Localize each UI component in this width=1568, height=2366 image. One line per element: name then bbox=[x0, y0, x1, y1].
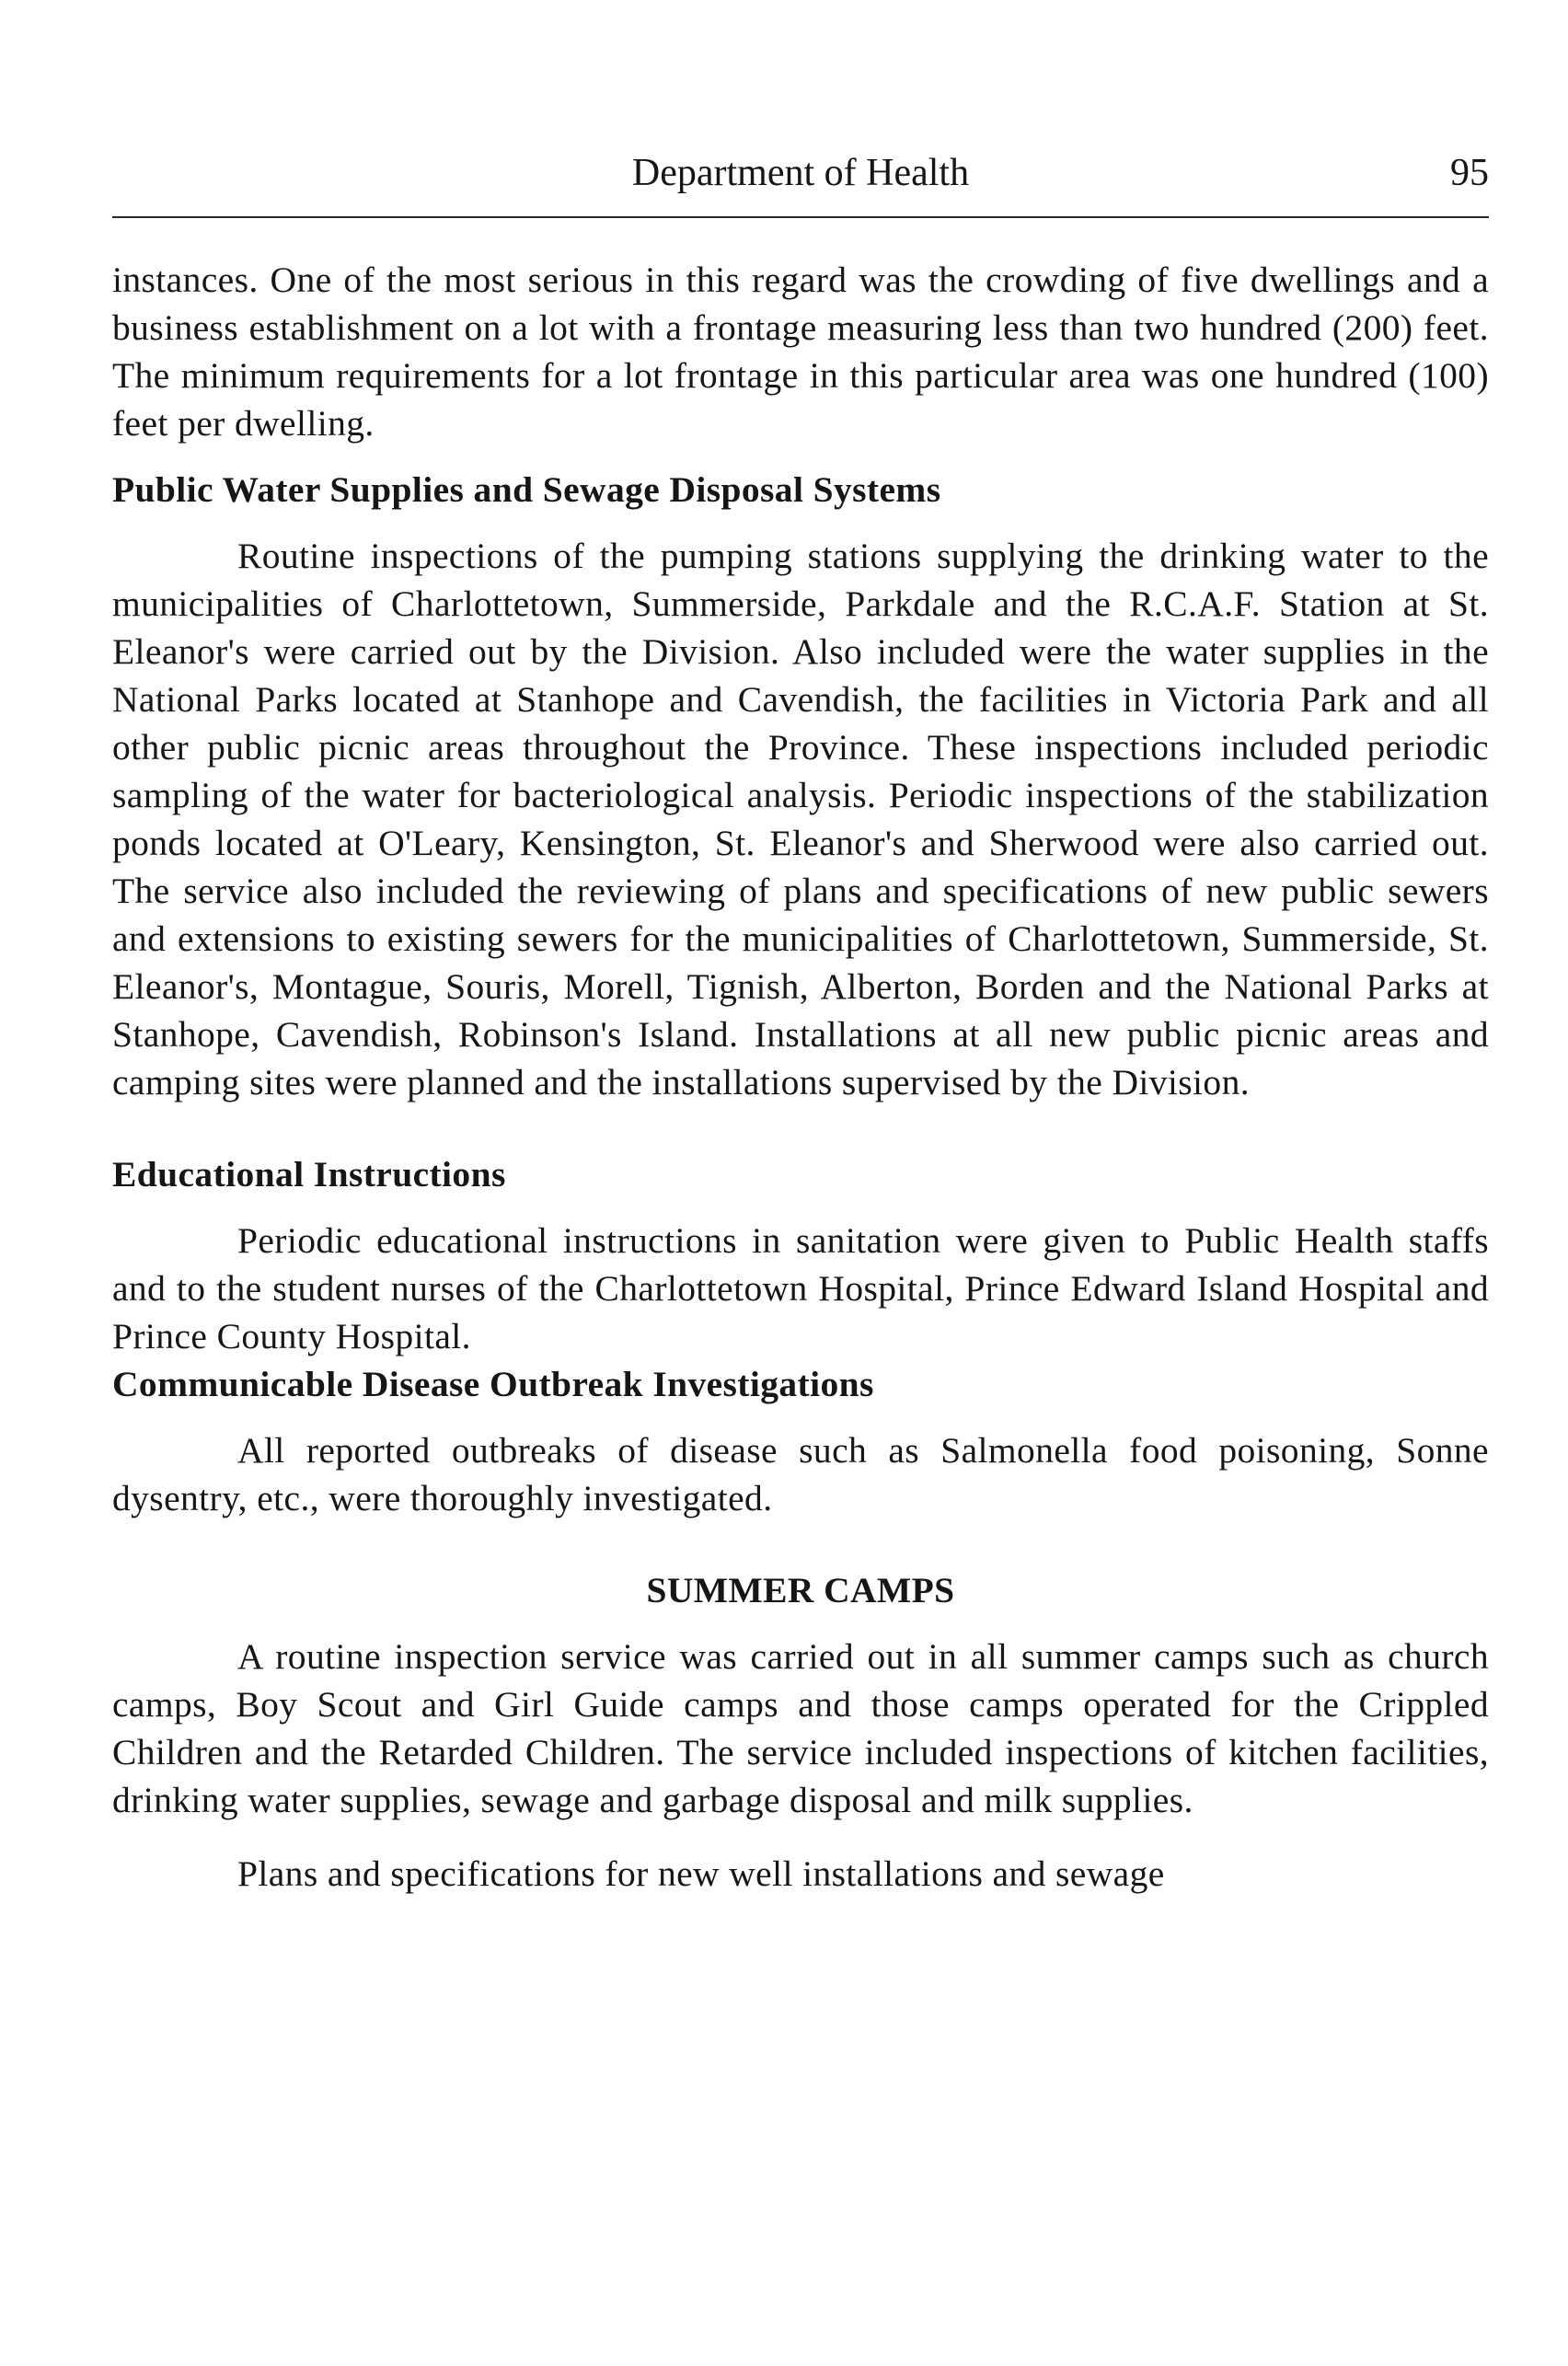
disease-paragraph: All reported outbreaks of disease such as Salmonella food poisoning, Sonne dysentry, etc., were thoroughly investigated. bbox=[112, 1430, 1489, 1518]
page-header bbox=[112, 147, 1489, 202]
intro-paragraph: instances. One of the most serious in this regard was the crowding of five dwellings and a business establishment on a lot with a frontage measuring less than two hundred (200) feet. The minimum requirements for a lot frontage in this particular area was one hundred (100) feet per dwelling. bbox=[112, 260, 1489, 444]
spacer bbox=[112, 1408, 1489, 1426]
plans-paragraph: Plans and specifications for new well installations and sewage bbox=[237, 1853, 1165, 1894]
section-heading-disease: Communicable Disease Outbreak Investigations bbox=[112, 1364, 874, 1404]
page-number: 95 bbox=[1450, 152, 1489, 194]
section-heading-education: Educational Instructions bbox=[112, 1154, 506, 1195]
spacer bbox=[112, 514, 1489, 532]
spacer bbox=[112, 1824, 1489, 1850]
header-rule bbox=[112, 216, 1489, 218]
spacer bbox=[112, 1198, 1489, 1217]
spacer bbox=[112, 1522, 1489, 1566]
section-heading-water: Public Water Supplies and Sewage Disposal Systems bbox=[112, 469, 941, 510]
spacer bbox=[112, 1106, 1489, 1150]
camps-paragraph: A routine inspection service was carried out in all summer camps such as church camps, Boy Scout and Girl Guide camps and those camps operated for the Crippled Children and the Retarded Children. The service included inspections of kitchen facilities, drinking water supplies, sewage and garbage disposal and milk supplies. bbox=[112, 1636, 1489, 1820]
education-paragraph: Periodic educational instructions in sanitation were given to Public Health staffs and to the student nurses of the Charlottetown Hospital, Prince Edward Island Hospital and Prince County Hospital. bbox=[112, 1220, 1489, 1356]
running-title: Department of Health bbox=[631, 152, 970, 194]
section-heading-camps: SUMMER CAMPS bbox=[646, 1570, 955, 1610]
spacer bbox=[112, 447, 1489, 466]
page-body bbox=[112, 256, 1489, 1898]
water-paragraph: Routine inspections of the pumping stations supplying the drinking water to the municipalities of Charlottetown, Summerside, Parkdale and the R.C.A.F. Station at St. Eleanor's were carried out by the Division. Also included were the water supplies in the National Parks located at Stanhope and Cavendish, the facilities in Victoria Park and all other public picnic areas throughout the Province. These inspections included periodic sampling of the water for bacteriological analysis. Periodic inspections of the stabilization ponds located at O'Leary, Kensington, St. Eleanor's and Sherwood were also carried out. The service also included the reviewing of plans and specifications of new public sewers and extensions to existing sewers for the municipalities of Charlottetown, Summerside, St. Eleanor's, Montague, Souris, Morell, Tignish, Alberton, Borden and the National Parks at Stanhope, Cavendish, Robinson's Island. Installations at all new public picnic areas and camping sites were planned and the installations supervised by the Division. bbox=[112, 536, 1489, 1102]
spacer bbox=[112, 1614, 1489, 1633]
